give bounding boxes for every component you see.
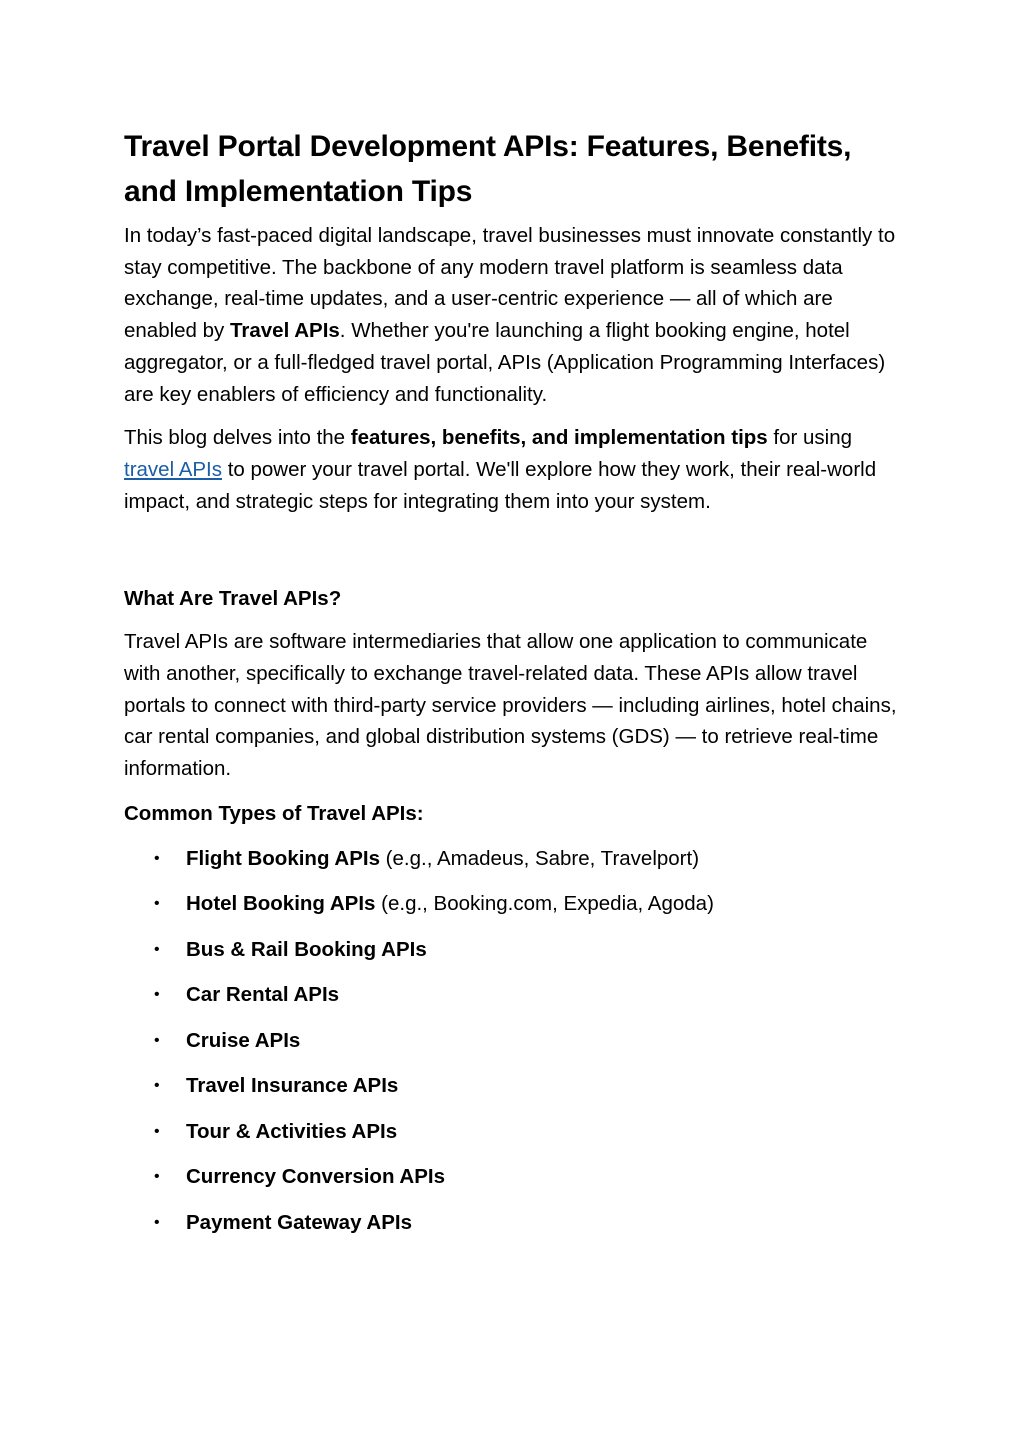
intro-bold-travel-apis: Travel APIs (230, 319, 340, 343)
list-item-title: Bus & Rail Booking APIs (186, 937, 427, 961)
list-item-detail: (e.g., Amadeus, Sabre, Travelport) (379, 846, 700, 870)
summary-text-end: to power your travel portal. We'll explore how they work, their real-world impact, and strategic steps for integrating them into your system. (124, 457, 877, 513)
bullet-icon: • (154, 849, 160, 867)
bullet-icon: • (154, 986, 160, 1004)
blog-summary-paragraph (124, 422, 904, 517)
list-item (124, 934, 904, 965)
api-types-list (124, 843, 904, 1238)
bullet-icon: • (154, 1077, 160, 1095)
intro-text-start: In today’s fast-paced digital landscape, travel businesses must innovate constantly to stay competitive. The backbone of any modern travel platform is seamless data exchange, real-time updates, and a user-centric experience — all of which are enabled by (124, 224, 896, 343)
list-item (124, 1116, 904, 1147)
bullet-icon: • (154, 1122, 160, 1140)
list-item (124, 979, 904, 1010)
list-item-title: Car Rental APIs (186, 983, 340, 1007)
list-item-title: Flight Booking APIs (186, 846, 380, 870)
list-item (124, 1070, 904, 1101)
intro-text-end: . Whether you're launching a flight booking engine, hotel aggregator, or a full-fledged travel portal, APIs (Application Programming Interfaces) are key enablers of efficiency and functionality. (124, 319, 886, 406)
section-heading-what-are-travel-apis: What Are Travel APIs? (124, 587, 342, 611)
list-item-title: Tour & Activities APIs (186, 1119, 398, 1143)
list-item (124, 1207, 904, 1238)
list-heading: Common Types of Travel APIs: (124, 801, 424, 825)
list-item (124, 888, 904, 919)
document-page (124, 124, 904, 1252)
list-item-title: Hotel Booking APIs (186, 892, 376, 916)
summary-text-middle: for using (767, 426, 853, 450)
list-item (124, 1025, 904, 1056)
summary-bold-features: features, benefits, and implementation tips (350, 426, 768, 450)
list-item-detail: (e.g., Booking.com, Expedia, Agoda) (375, 892, 714, 916)
bullet-icon: • (154, 1031, 160, 1049)
document-title: Travel Portal Development APIs: Features, Benefits, and Implementation Tips (124, 130, 852, 208)
intro-paragraph (124, 220, 904, 410)
list-item-title: Payment Gateway APIs (186, 1210, 412, 1234)
list-item-title: Currency Conversion APIs (186, 1165, 445, 1189)
travel-apis-link[interactable]: travel APIs (124, 457, 222, 481)
section-paragraph: Travel APIs are software intermediaries that allow one application to communicate with another, specifically to exchange travel-related data. These APIs allow travel portals to connect with third-party service providers — including airlines, hotel chains, car rental companies, and global distribution systems (GDS) — to retrieve real-time information. (124, 630, 897, 781)
list-item (124, 843, 904, 874)
summary-text-start: This blog delves into the (124, 426, 351, 450)
list-item-title: Travel Insurance APIs (186, 1074, 399, 1098)
bullet-icon: • (154, 1213, 160, 1231)
bullet-icon: • (154, 895, 160, 913)
list-item-title: Cruise APIs (186, 1028, 301, 1052)
bullet-icon: • (154, 1168, 160, 1186)
bullet-icon: • (154, 940, 160, 958)
list-item (124, 1161, 904, 1192)
